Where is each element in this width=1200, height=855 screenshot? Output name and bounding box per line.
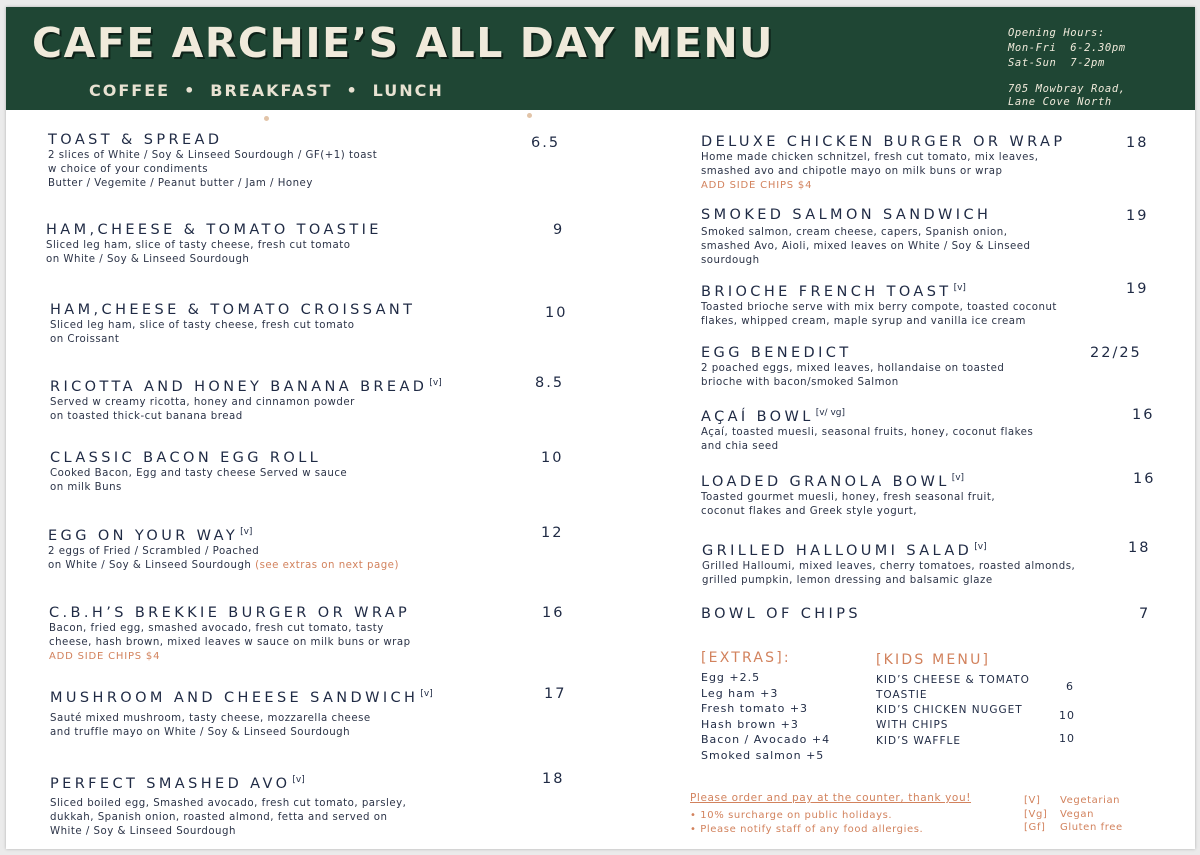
vegan-tag: [v/ vg]	[815, 408, 845, 418]
item-name-text: LOADED GRANOLA BOWL	[701, 474, 950, 490]
item-desc: smashed avo and chipotle mayo on milk buns or wrap	[701, 166, 1003, 177]
menu-item-ham-cheese-toastie	[46, 221, 382, 267]
item-name: SMOKED SALMON SANDWICH	[701, 207, 992, 223]
item-desc: w choice of your condiments	[48, 164, 209, 175]
item-name-text: EGG ON YOUR WAY	[48, 528, 239, 544]
item-desc: Butter / Vegemite / Peanut butter / Jam / Honey	[48, 178, 313, 189]
item-price: 8.5	[535, 375, 565, 391]
dietary-legend	[1024, 794, 1123, 835]
vegetarian-tag: [v]	[974, 542, 987, 552]
legend-label: Gluten free	[1060, 822, 1123, 833]
dot-separator: •	[346, 81, 359, 100]
item-desc: on milk Buns	[50, 482, 122, 493]
hours-weekend: Sat-Sun 7-2pm	[1008, 57, 1105, 69]
item-price: 16	[1133, 471, 1156, 487]
item-name	[50, 374, 442, 396]
item-desc: Sliced boiled egg, Smashed avocado, fresh cut tomato, parsley,	[50, 798, 407, 809]
menu-item-smoked-salmon-sandwich	[701, 206, 1031, 268]
item-name: TOAST & SPREAD	[48, 132, 223, 148]
item-desc: brioche with bacon/smoked Salmon	[701, 377, 899, 388]
item-desc: coconut flakes and Greek style yogurt,	[701, 506, 918, 517]
hours-weekday: Mon-Fri 6-2.30pm	[1008, 42, 1126, 54]
order-at-counter-note: Please order and pay at the counter, thank you!	[690, 792, 972, 804]
item-price: 22/25	[1090, 345, 1142, 361]
menu-page	[6, 7, 1195, 849]
menu-item-halloumi-salad	[702, 538, 1075, 588]
item-name: C.B.H’S BREKKIE BURGER OR WRAP	[49, 605, 411, 621]
item-desc: Sauté mixed mushroom, tasty cheese, mozzarella cheese	[50, 713, 371, 724]
item-name	[50, 771, 406, 793]
item-desc: flakes, whipped cream, maple syrup and vanilla ice cream	[701, 316, 1026, 327]
menu-title: CAFE ARCHIE’S ALL DAY MENU	[32, 19, 774, 67]
item-name	[702, 538, 1075, 560]
item-name: EGG BENEDICT	[701, 345, 852, 361]
opening-hours	[1008, 26, 1188, 109]
item-desc-text: on White / Soy & Linseed Sourdough	[48, 560, 252, 571]
legend-code: [Gf]	[1024, 822, 1046, 833]
category-coffee: COFFEE	[89, 81, 171, 100]
decorative-speck	[527, 113, 532, 118]
item-desc: Toasted gourmet muesli, honey, fresh seasonal fruit,	[701, 492, 996, 503]
category-breakfast: BREAKFAST	[210, 81, 333, 100]
kids-menu-heading: [KIDS MENU]	[876, 652, 991, 668]
menu-item-acai-bowl	[701, 404, 1033, 454]
menu-item-toast-spread	[48, 131, 377, 191]
item-price: 7	[1139, 606, 1151, 622]
menu-item-egg-benedict	[701, 344, 1004, 390]
add-side-chips-note: ADD SIDE CHIPS $4	[49, 651, 161, 662]
legend-label: Vegetarian	[1060, 795, 1121, 806]
item-desc	[48, 559, 399, 573]
legend-code: [Vg]	[1024, 808, 1048, 820]
extra-item: Fresh tomato +3	[701, 702, 809, 715]
item-desc: Bacon, fried egg, smashed avocado, fresh cut tomato, tasty	[49, 623, 384, 634]
extra-item: Egg +2.5	[701, 671, 761, 684]
kids-item	[876, 734, 961, 749]
kids-item-price: 10	[1059, 732, 1075, 745]
kids-item-name-cont: WITH CHIPS	[876, 719, 949, 731]
item-price: 12	[541, 525, 564, 541]
item-name	[701, 404, 1033, 426]
address-line-1: 705 Mowbray Road,	[1008, 83, 1126, 95]
item-name: DELUXE CHICKEN BURGER OR WRAP	[701, 134, 1066, 150]
item-price: 6.5	[531, 135, 561, 151]
item-desc: Sliced leg ham, slice of tasty cheese, fresh cut tomato	[50, 320, 355, 331]
item-desc: cheese, hash brown, mixed leaves w sauce on milk buns or wrap	[49, 637, 411, 648]
extras-reference-note: (see extras on next page)	[255, 560, 399, 571]
item-price: 18	[1126, 135, 1149, 151]
item-desc: on White / Soy & Linseed Sourdough	[46, 254, 250, 265]
extra-item: Leg ham +3	[701, 686, 779, 700]
add-side-chips-note: ADD SIDE CHIPS $4	[701, 180, 813, 191]
item-price: 19	[1126, 208, 1149, 224]
item-price: 10	[541, 450, 564, 466]
extras-list	[701, 670, 830, 763]
item-name-text: MUSHROOM AND CHEESE SANDWICH	[50, 690, 419, 706]
item-name: CLASSIC BACON EGG ROLL	[50, 450, 322, 466]
vegetarian-tag: [v]	[292, 775, 305, 785]
item-desc: sourdough	[701, 255, 760, 266]
vegetarian-tag: [v]	[951, 473, 965, 483]
item-name	[48, 523, 399, 545]
kids-item-name-cont: TOASTIE	[876, 689, 928, 701]
item-name-text: GRILLED HALLOUMI SALAD	[702, 543, 973, 559]
item-desc: smashed Avo, Aioli, mixed leaves on White / Soy & Linseed	[701, 241, 1031, 252]
vegetarian-tag: [v]	[240, 527, 253, 537]
item-desc: on toasted thick-cut banana bread	[50, 411, 243, 422]
menu-item-chicken-burger	[701, 133, 1065, 193]
legend-row	[1024, 794, 1123, 808]
item-price: 9	[553, 222, 565, 238]
category-lunch: LUNCH	[372, 81, 444, 100]
address-line-2: Lane Cove North	[1008, 96, 1112, 108]
item-desc: dukkah, Spanish onion, roasted almond, fetta and served on	[50, 812, 388, 823]
kids-item-price: 10	[1059, 709, 1075, 722]
menu-item-egg-on-your-way	[48, 523, 399, 573]
legend-code: [V]	[1024, 795, 1041, 806]
kids-item-name: KID’S WAFFLE	[876, 735, 961, 747]
menu-item-granola-bowl	[701, 469, 995, 519]
kids-item-name: KID’S CHICKEN NUGGET	[876, 704, 1023, 716]
item-price: 16	[542, 605, 565, 621]
item-price: 18	[1128, 540, 1151, 556]
vegetarian-tag: [v]	[420, 689, 433, 699]
menu-item-ham-cheese-croissant	[50, 301, 415, 347]
item-name	[701, 469, 995, 491]
decorative-speck	[264, 116, 269, 121]
extra-item: Hash brown +3	[701, 717, 799, 731]
item-desc: and chia seed	[701, 441, 779, 452]
hours-title: Opening Hours:	[1008, 27, 1105, 39]
menu-header	[6, 7, 1195, 110]
item-desc: and truffle mayo on White / Soy & Linseed Sourdough	[50, 727, 351, 738]
kids-item	[876, 703, 1023, 733]
item-desc: on Croissant	[50, 334, 120, 345]
item-name-text: PERFECT SMASHED AVO	[50, 776, 291, 792]
footer-notes	[690, 809, 923, 836]
item-name: HAM,CHEESE & TOMATO TOASTIE	[46, 222, 382, 238]
menu-categories	[89, 81, 444, 100]
legend-label: Vegan	[1060, 808, 1095, 820]
menu-item-bowl-of-chips	[701, 605, 861, 623]
vegetarian-tag: [v]	[429, 378, 442, 388]
allergy-note: • Please notify staff of any food allergies.	[690, 823, 924, 835]
item-name-text: AÇAÍ BOWL	[701, 409, 814, 425]
vegetarian-tag: [v]	[953, 283, 966, 293]
menu-item-banana-bread	[50, 374, 442, 424]
legend-row	[1024, 821, 1123, 835]
item-desc: 2 poached eggs, mixed leaves, hollandaise on toasted	[701, 363, 1005, 374]
extra-item: Smoked salmon +5	[701, 748, 825, 762]
kids-item-name: KID’S CHEESE & TOMATO	[876, 674, 1030, 686]
item-desc: Cooked Bacon, Egg and tasty cheese Served w sauce	[50, 468, 348, 479]
item-desc: Açaí, toasted muesli, seasonal fruits, honey, coconut flakes	[701, 427, 1034, 438]
menu-item-mushroom-sandwich	[50, 685, 433, 740]
item-desc: Toasted brioche serve with mix berry compote, toasted coconut	[701, 302, 1057, 313]
menu-item-brioche-french-toast	[701, 279, 1057, 329]
menu-item-brekkie-burger	[49, 604, 411, 664]
item-price: 18	[542, 771, 565, 787]
legend-row	[1024, 808, 1123, 822]
item-desc: Grilled Halloumi, mixed leaves, cherry tomatoes, roasted almonds,	[702, 561, 1076, 572]
item-price: 16	[1132, 407, 1155, 423]
item-desc: 2 eggs of Fried / Scrambled / Poached	[48, 546, 260, 557]
item-desc: grilled pumpkin, lemon dressing and balsamic glaze	[702, 575, 993, 586]
item-desc: White / Soy & Linseed Sourdough	[50, 826, 236, 837]
item-price: 10	[545, 305, 568, 321]
item-desc: Sliced leg ham, slice of tasty cheese, fresh cut tomato	[46, 240, 351, 251]
kids-item-price: 6	[1066, 680, 1074, 693]
item-desc: Home made chicken schnitzel, fresh cut tomato, mix leaves,	[701, 152, 1039, 163]
kids-item	[876, 673, 1030, 703]
item-desc: Smoked salmon, cream cheese, capers, Spanish onion,	[701, 227, 1008, 238]
menu-item-smashed-avo	[50, 771, 406, 839]
item-name	[701, 279, 1057, 301]
menu-item-bacon-egg-roll	[50, 449, 347, 495]
item-name: BOWL OF CHIPS	[701, 606, 861, 622]
item-desc: Served w creamy ricotta, honey and cinnamon powder	[50, 397, 355, 408]
item-name	[50, 685, 433, 707]
item-price: 17	[544, 686, 567, 702]
dot-separator: •	[184, 81, 197, 100]
item-name-text: RICOTTA AND HONEY BANANA BREAD	[50, 379, 428, 395]
item-name: HAM,CHEESE & TOMATO CROISSANT	[50, 302, 416, 318]
item-name-text: BRIOCHE FRENCH TOAST	[701, 284, 952, 300]
extra-item: Bacon / Avocado +4	[701, 733, 831, 746]
item-price: 19	[1126, 281, 1149, 297]
item-desc: 2 slices of White / Soy & Linseed Sourdough / GF(+1) toast	[48, 150, 378, 161]
extras-heading: [EXTRAS]:	[701, 650, 791, 666]
surcharge-note: • 10% surcharge on public holidays.	[690, 810, 893, 821]
